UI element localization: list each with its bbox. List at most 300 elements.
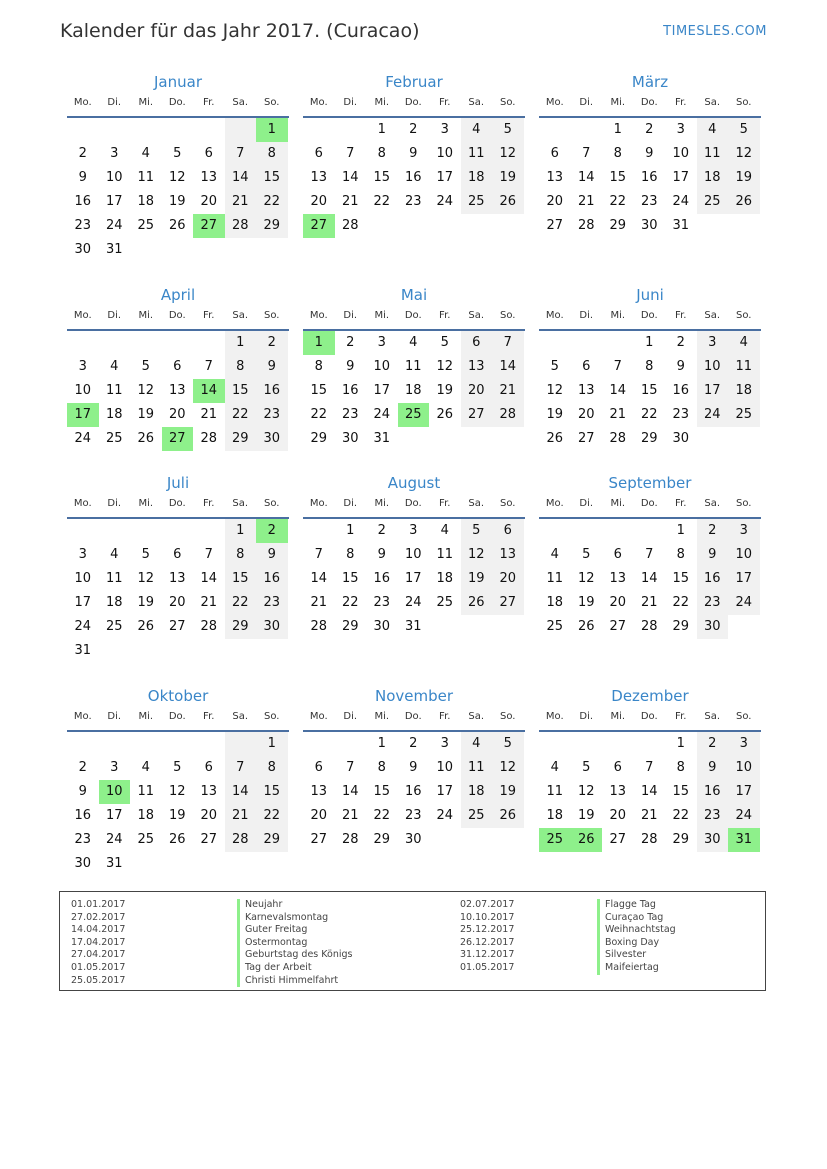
legend-date: 01.05.2017 [71,961,126,973]
day-grid [67,118,288,262]
weekday-header [67,706,289,732]
day-cell: 10 [436,760,454,775]
holiday-day-cell: 25 [539,828,571,852]
day-cell: 18 [697,166,729,190]
day-cell: 27 [168,619,186,634]
day-cell: 12 [168,170,186,185]
day-cell: 31 [373,431,391,446]
day-cell: 30 [373,619,391,634]
day-cell: 3 [728,732,760,756]
empty-cell [602,519,634,543]
empty-cell [130,331,162,355]
day-cell: 26 [137,431,155,446]
empty-cell [539,331,571,355]
weekday-label: Sa. [468,97,485,108]
month-name: Mai [400,286,428,304]
day-cell: 12 [546,383,564,398]
weekday-label: Fr. [675,310,687,321]
day-cell: 4 [409,335,418,350]
empty-cell [193,519,225,543]
day-grid [539,519,760,639]
legend-date: 14.04.2017 [71,924,126,936]
empty-cell [539,118,571,142]
day-cell: 25 [105,431,123,446]
month-5 [303,285,525,451]
day-cell: 14 [640,571,658,586]
day-cell: 29 [609,218,627,233]
day-cell: 4 [550,760,559,775]
day-cell: 5 [492,118,524,142]
day-cell: 31 [105,856,123,871]
day-cell: 31 [74,643,92,658]
day-cell: 17 [436,784,454,799]
day-cell: 20 [200,808,218,823]
day-cell: 19 [168,808,186,823]
weekday-header [303,706,525,732]
day-cell: 16 [74,808,92,823]
day-cell: 21 [492,379,524,403]
day-grid [303,118,524,238]
day-cell: 16 [404,170,422,185]
weekday-header [67,305,289,331]
day-cell: 11 [137,784,155,799]
month-11 [303,686,525,852]
day-cell: 6 [582,359,591,374]
day-cell: 2 [645,122,654,137]
legend-date: 02.07.2017 [460,899,515,910]
weekday-label: Mi. [138,310,154,321]
day-cell: 12 [436,359,454,374]
day-cell: 9 [346,359,355,374]
empty-cell [67,732,99,756]
empty-cell [162,118,194,142]
weekday-label: So. [500,97,516,108]
legend-holiday-name: Ostermontag [237,937,353,950]
day-cell: 4 [728,331,760,355]
day-cell: 30 [74,242,92,257]
weekday-label: Fr. [439,310,451,321]
weekday-label: Fr. [203,97,215,108]
day-cell: 21 [609,407,627,422]
day-cell: 11 [728,355,760,379]
day-cell: 3 [440,736,449,751]
day-cell: 15 [310,383,328,398]
weekday-label: Do. [404,498,422,509]
day-cell: 26 [492,804,524,828]
day-cell: 5 [461,519,493,543]
day-cell: 23 [341,407,359,422]
month-name: Januar [154,73,202,91]
day-cell: 28 [640,832,658,847]
day-cell: 5 [582,547,591,562]
brand-link[interactable]: TIMESLES.COM [663,24,767,39]
holiday-day-cell: 17 [67,403,99,427]
day-cell: 4 [461,732,493,756]
day-cell: 20 [168,595,186,610]
day-cell: 7 [645,760,654,775]
day-cell: 7 [346,146,355,161]
day-cell: 13 [310,784,328,799]
weekday-label: Mo. [545,97,564,108]
legend-holiday-name: Guter Freitag [237,924,353,937]
legend-holiday-name: Boxing Day [597,937,676,950]
day-cell: 16 [256,567,288,591]
day-cell: 10 [697,355,729,379]
weekday-label: Di. [107,711,122,722]
weekday-label: Fr. [675,498,687,509]
day-cell: 15 [609,170,627,185]
weekday-label: Di. [107,97,122,108]
weekday-label: Mi. [610,310,626,321]
weekday-label: Do. [168,498,186,509]
day-grid [303,331,524,451]
day-cell: 9 [409,146,418,161]
day-cell: 28 [577,218,595,233]
day-cell: 29 [640,431,658,446]
day-cell: 2 [346,335,355,350]
day-cell: 16 [341,383,359,398]
day-cell: 6 [613,760,622,775]
legend-holiday-name: Curaçao Tag [597,912,676,925]
day-grid [539,331,760,451]
weekday-header [303,92,525,118]
day-cell: 8 [645,359,654,374]
weekday-label: Sa. [232,97,249,108]
day-cell: 27 [200,832,218,847]
day-cell: 23 [74,832,92,847]
holiday-day-cell: 10 [99,780,131,804]
empty-cell [162,519,194,543]
day-cell: 10 [404,547,422,562]
day-cell: 24 [74,619,92,634]
day-cell: 14 [310,571,328,586]
day-cell: 12 [728,142,760,166]
day-cell: 29 [672,619,690,634]
day-cell: 21 [200,595,218,610]
legend-date: 01.01.2017 [71,899,126,910]
day-cell: 25 [461,804,493,828]
weekday-label: Mi. [374,498,390,509]
day-cell: 28 [225,214,257,238]
day-cell: 1 [645,335,654,350]
day-cell: 13 [577,383,595,398]
empty-cell [539,732,571,756]
day-cell: 14 [225,166,257,190]
day-cell: 13 [168,383,186,398]
day-cell: 19 [168,194,186,209]
day-cell: 12 [461,543,493,567]
day-grid [67,331,288,451]
day-cell: 9 [78,170,87,185]
day-cell: 5 [582,760,591,775]
day-cell: 22 [256,190,288,214]
holiday-day-cell: 25 [398,403,430,427]
month-4 [67,285,289,451]
weekday-label: Mi. [374,711,390,722]
day-cell: 22 [609,194,627,209]
day-cell: 15 [256,166,288,190]
day-cell: 21 [640,808,658,823]
day-cell: 23 [697,804,729,828]
legend-holiday-name: Neujahr [237,899,353,912]
weekday-label: Mo. [309,310,328,321]
day-cell: 15 [225,567,257,591]
day-cell: 11 [697,142,729,166]
day-cell: 20 [168,407,186,422]
day-cell: 14 [225,780,257,804]
day-cell: 1 [377,736,386,751]
day-cell: 3 [697,331,729,355]
day-cell: 28 [492,403,524,427]
day-cell: 5 [440,335,449,350]
day-cell: 18 [546,808,564,823]
day-cell: 2 [409,122,418,137]
legend-date: 25.12.2017 [460,924,515,936]
day-cell: 11 [105,383,123,398]
day-cell: 19 [137,595,155,610]
day-cell: 9 [697,543,729,567]
day-cell: 18 [546,595,564,610]
day-cell: 11 [137,170,155,185]
day-cell: 2 [78,146,87,161]
holiday-day-cell: 26 [571,828,603,852]
empty-cell [602,331,634,355]
day-cell: 31 [404,619,422,634]
day-cell: 18 [461,166,493,190]
day-cell: 5 [728,118,760,142]
day-cell: 16 [697,567,729,591]
day-cell: 5 [141,359,150,374]
day-cell: 13 [168,571,186,586]
month-name: März [631,73,669,91]
day-cell: 25 [436,595,454,610]
day-cell: 16 [640,170,658,185]
day-cell: 24 [728,804,760,828]
day-cell: 8 [676,760,685,775]
day-cell: 11 [461,142,493,166]
day-cell: 17 [373,383,391,398]
legend-holiday-name: Geburtstag des Königs [237,949,353,962]
empty-cell [99,118,131,142]
weekday-label: Di. [579,498,594,509]
empty-cell [571,519,603,543]
day-cell: 14 [492,355,524,379]
weekday-label: Sa. [232,310,249,321]
empty-cell [303,118,335,142]
weekday-label: Sa. [468,711,485,722]
empty-cell [225,118,257,142]
day-cell: 22 [672,808,690,823]
day-cell: 1 [676,736,685,751]
day-cell: 24 [105,218,123,233]
day-cell: 8 [314,359,323,374]
day-cell: 29 [256,828,288,852]
day-cell: 27 [546,218,564,233]
day-cell: 29 [341,619,359,634]
weekday-label: Do. [404,711,422,722]
weekday-label: Sa. [468,498,485,509]
weekday-label: Sa. [704,97,721,108]
day-cell: 7 [645,547,654,562]
day-grid [67,519,288,663]
day-cell: 8 [613,146,622,161]
day-cell: 30 [341,431,359,446]
day-cell: 1 [676,523,685,538]
day-cell: 24 [373,407,391,422]
day-cell: 3 [377,335,386,350]
day-cell: 16 [373,571,391,586]
day-cell: 5 [173,760,182,775]
day-cell: 7 [204,547,213,562]
day-cell: 1 [256,732,288,756]
day-cell: 20 [310,194,328,209]
empty-cell [193,331,225,355]
weekday-label: Do. [168,97,186,108]
day-cell: 14 [609,383,627,398]
weekday-header [303,493,525,519]
day-cell: 15 [341,571,359,586]
day-cell: 4 [697,118,729,142]
empty-cell [335,732,367,756]
holiday-day-cell: 2 [256,519,288,543]
day-cell: 17 [728,780,760,804]
day-cell: 7 [225,756,257,780]
month-name: Oktober [147,687,209,705]
weekday-header [539,706,761,732]
day-cell: 26 [461,591,493,615]
day-cell: 10 [672,146,690,161]
weekday-label: So. [736,97,752,108]
weekday-label: Fr. [203,711,215,722]
weekday-label: Mo. [73,310,92,321]
day-cell: 23 [74,218,92,233]
month-8 [303,473,525,639]
day-cell: 11 [461,756,493,780]
day-cell: 19 [577,808,595,823]
day-cell: 4 [110,359,119,374]
legend-holiday-name: Tag der Arbeit [237,962,353,975]
weekday-label: Sa. [704,498,721,509]
day-cell: 31 [672,218,690,233]
day-cell: 25 [137,218,155,233]
empty-cell [67,519,99,543]
legend-holiday-name: Weihnachtstag [597,924,676,937]
day-cell: 20 [310,808,328,823]
day-cell: 18 [105,595,123,610]
day-cell: 23 [404,808,422,823]
weekday-label: So. [264,498,280,509]
holiday-day-cell: 31 [728,828,760,852]
day-cell: 7 [613,359,622,374]
day-cell: 11 [546,784,564,799]
weekday-label: Mi. [138,498,154,509]
day-cell: 17 [436,170,454,185]
day-cell: 11 [105,571,123,586]
day-cell: 21 [200,407,218,422]
day-cell: 18 [105,407,123,422]
day-cell: 16 [74,194,92,209]
day-cell: 5 [173,146,182,161]
empty-cell [571,118,603,142]
weekday-header [67,493,289,519]
day-cell: 27 [310,832,328,847]
day-cell: 10 [373,359,391,374]
day-cell: 13 [200,170,218,185]
day-cell: 14 [341,170,359,185]
weekday-label: Mo. [545,711,564,722]
day-cell: 2 [676,335,685,350]
day-cell: 19 [492,166,524,190]
day-cell: 28 [640,619,658,634]
day-cell: 28 [341,832,359,847]
day-cell: 6 [550,146,559,161]
day-cell: 7 [314,547,323,562]
day-cell: 3 [676,122,685,137]
day-cell: 31 [105,242,123,257]
day-cell: 1 [613,122,622,137]
day-cell: 29 [225,427,257,451]
day-cell: 9 [697,756,729,780]
day-grid [303,732,524,852]
day-cell: 6 [461,331,493,355]
day-cell: 4 [440,523,449,538]
day-cell: 26 [577,619,595,634]
day-cell: 28 [225,828,257,852]
day-cell: 9 [256,543,288,567]
day-cell: 3 [440,122,449,137]
day-cell: 17 [74,595,92,610]
day-cell: 10 [728,543,760,567]
legend-date: 01.05.2017 [460,961,515,973]
weekday-label: Fr. [675,97,687,108]
day-cell: 26 [168,832,186,847]
empty-cell [67,331,99,355]
day-cell: 23 [256,403,288,427]
weekday-label: So. [500,498,516,509]
holiday-day-cell: 27 [162,427,194,451]
day-cell: 27 [577,431,595,446]
day-cell: 12 [577,571,595,586]
weekday-label: Fr. [203,310,215,321]
weekday-label: So. [264,310,280,321]
month-name: Dezember [611,687,689,705]
day-cell: 9 [377,547,386,562]
day-cell: 29 [373,832,391,847]
day-cell: 7 [346,760,355,775]
weekday-label: Fr. [439,711,451,722]
weekday-label: Di. [343,97,358,108]
day-cell: 18 [461,780,493,804]
page-title: Kalender für das Jahr 2017. (Curacao) [60,20,420,42]
weekday-label: Mo. [309,498,328,509]
month-name: September [608,474,692,492]
empty-cell [634,732,666,756]
legend-date: 25.05.2017 [71,974,126,986]
day-cell: 29 [672,832,690,847]
legend-date: 27.04.2017 [71,949,126,961]
day-cell: 1 [225,331,257,355]
day-grid [303,519,524,639]
weekday-label: Mi. [610,498,626,509]
empty-cell [539,519,571,543]
month-7 [67,473,289,663]
day-cell: 5 [550,359,559,374]
day-cell: 21 [225,804,257,828]
day-cell: 12 [168,784,186,799]
month-name: Februar [385,73,443,91]
day-cell: 19 [492,780,524,804]
holiday-day-cell: 1 [303,331,335,355]
